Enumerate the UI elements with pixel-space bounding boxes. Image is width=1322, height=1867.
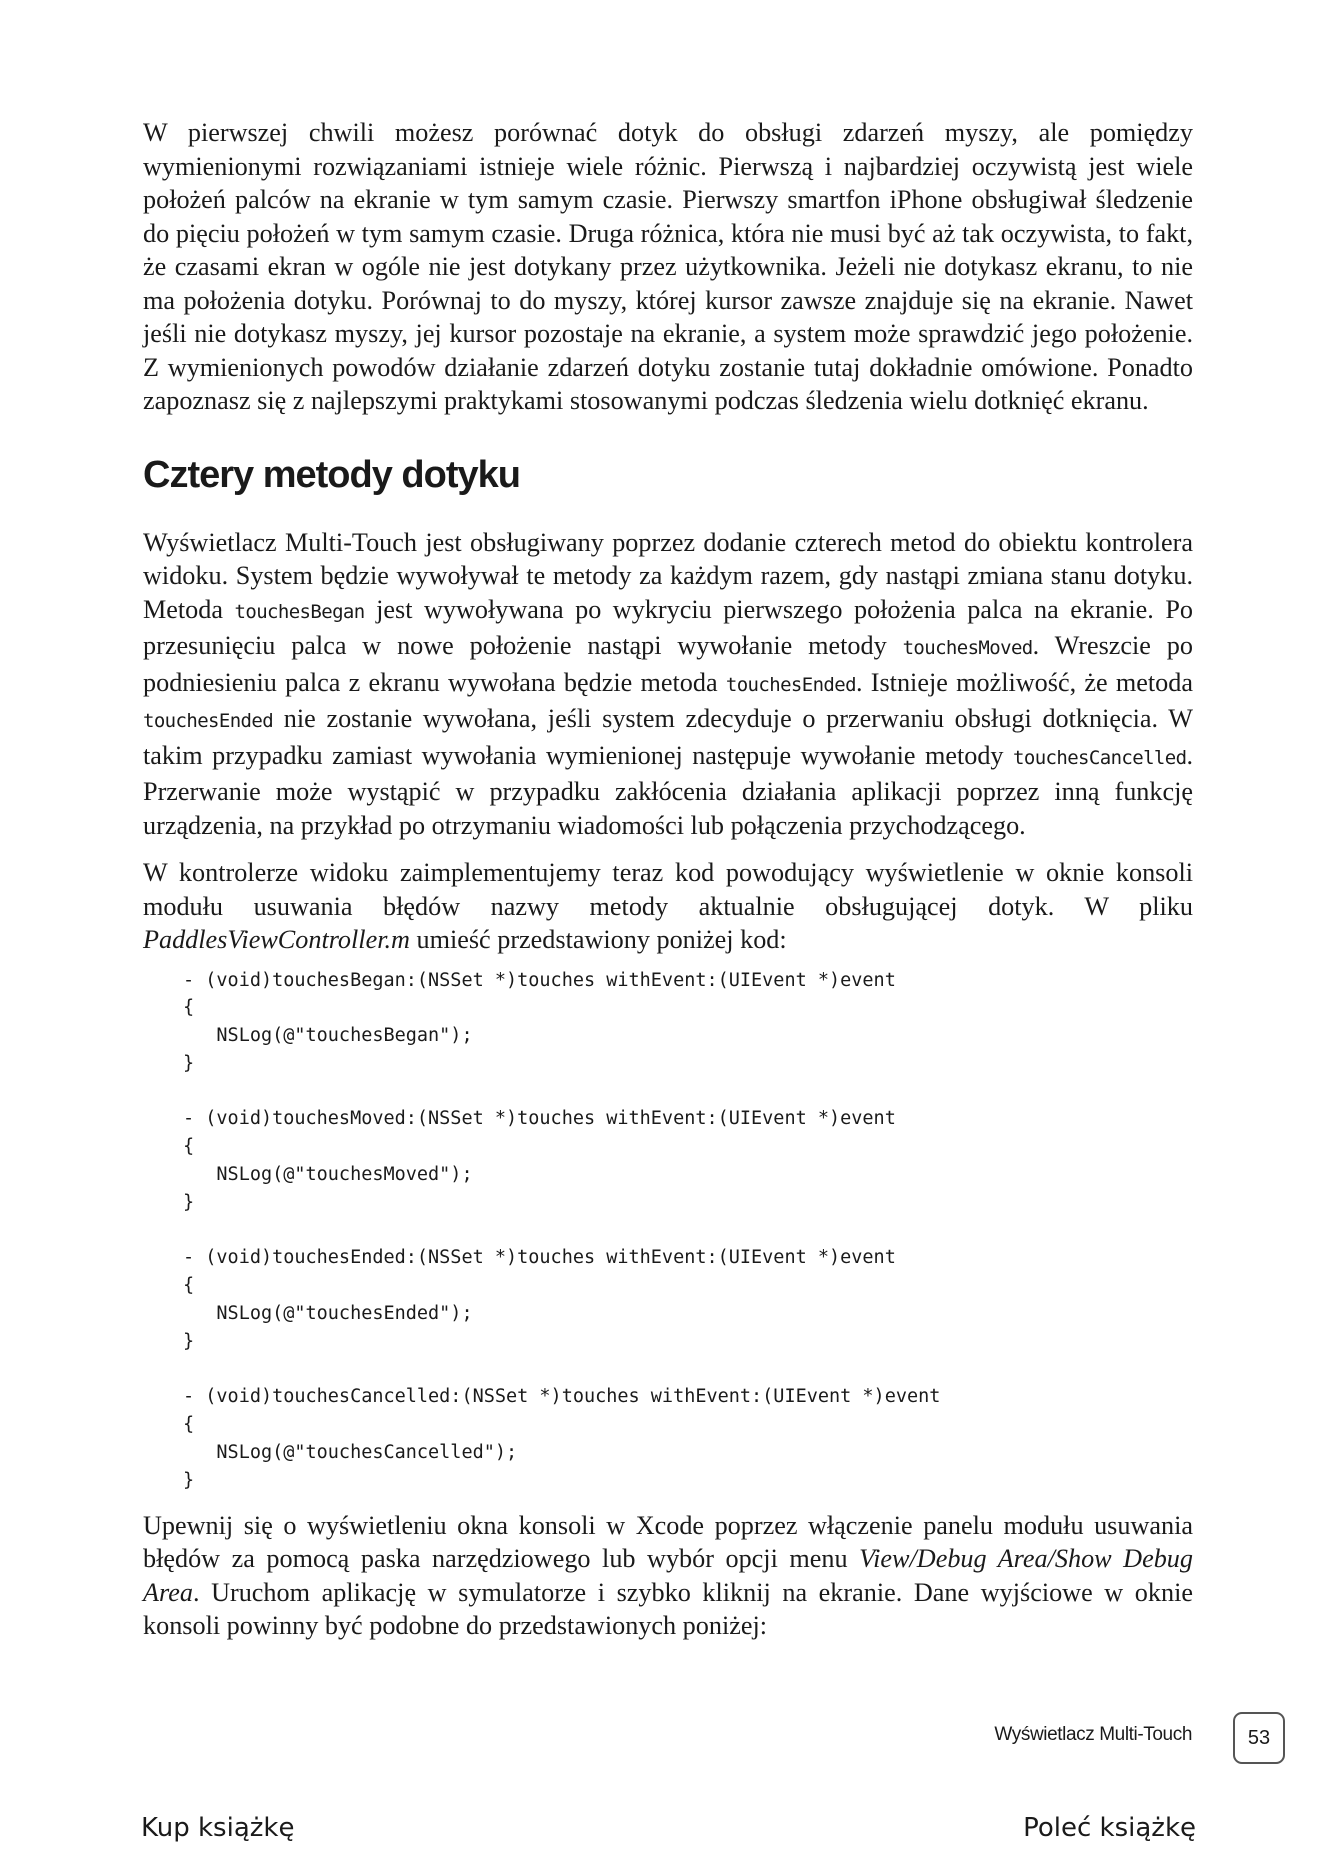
page-content xyxy=(143,116,1193,1643)
code-line: { xyxy=(183,1414,195,1436)
text-span: . Wreszcie po podniesieniu palca z ekranu wywołana będzie metoda xyxy=(143,631,1193,697)
inline-code: touchesEnded xyxy=(725,673,856,696)
text-span: . Przerwanie może wystąpić w przypadku zakłócenia działania aplikacji poprzez inną funkcję urządzenia, na przykład po otrzymaniu wiadomości lub połączenia przychodzącego. xyxy=(143,740,1193,840)
code-line xyxy=(183,1217,1193,1245)
text-span: nie zostanie wywołana, jeśli system zdecyduje o przerwaniu obsługi dotknięcia. W takim przypadku zamiast wywołania wymienionej następuje wywołanie metody xyxy=(143,704,1193,770)
text-span: jest wywoływana po wykryciu pierwszego położenia palca na ekranie. Po przesunięciu palca w nowe położenie nastąpi wywołanie metody xyxy=(143,594,1194,660)
inline-code: touchesEnded xyxy=(143,710,274,732)
inline-code: touchesMoved xyxy=(902,637,1033,659)
inline-code: touchesCancelled xyxy=(1013,746,1187,769)
code-line: } xyxy=(183,1469,195,1491)
code-line: NSLog(@"touchesBegan"); xyxy=(183,1025,473,1047)
code-line: - (void)touchesEnded:(NSSet *)touches withEvent:(UIEvent *)event xyxy=(183,1247,896,1269)
menu-path: View/Debug Area/Show Debug Area xyxy=(143,1544,1193,1607)
inline-code: touchesBegan xyxy=(234,600,365,623)
code-line xyxy=(183,1078,1193,1106)
console-paragraph xyxy=(143,1509,1193,1643)
file-name: PaddlesViewController.m xyxy=(143,925,410,954)
text-span: umieść przedstawiony poniżej kod: xyxy=(409,925,787,954)
code-line: { xyxy=(183,1275,195,1297)
code-line xyxy=(183,1356,1193,1384)
page-number: 53 xyxy=(1247,1726,1271,1749)
code-line: } xyxy=(183,1052,195,1074)
code-line: { xyxy=(183,997,195,1019)
text-span: . Uruchom aplikację w symulatorze i szybko kliknij na ekranie. Dane wyjściowe w oknie konsoli powinny być podobne do przedstawionych poniżej: xyxy=(143,1577,1193,1641)
text-span: . Istnieje możliwość, że metoda xyxy=(855,667,1193,697)
code-line: - (void)touchesMoved:(NSSet *)touches withEvent:(UIEvent *)event xyxy=(183,1108,896,1130)
text-span: Upewnij się o wyświetleniu okna konsoli w Xcode poprzez włączenie panelu modułu usuwania błędów za pomocą paska narzędziowego lub wybór opcji menu xyxy=(143,1510,1193,1574)
intro-paragraph: W pierwszej chwili możesz porównać dotyk do obsługi zdarzeń myszy, ale pomiędzy wymienionymi rozwiązaniami istnieje wiele różnic. Pierwszą i najbardziej oczywistą jest wiele położeń palców na ekranie w tym samym czasie. Pierwszy smartfon iPhone obsługiwał śledzenie do pięciu położeń w tym samym czasie. Druga różnica, która nie musi być aż tak oczywista, to fakt, że czasami ekran w ogóle nie jest dotykany przez użytkownika. Jeżeli nie dotykasz ekranu, to nie ma położenia dotyku. Porównaj to do myszy, której kursor zawsze znajduje się na ekranie. Nawet jeśli nie dotykasz myszy, jej kursor pozostaje na ekranie, a system może sprawdzić jego położenie. Z wymienionych powodów działanie zdarzeń dotyku zostanie tutaj dokładnie omówione. Ponadto zapoznasz się z najlepszymi praktykami stosowanymi podczas śledzenia wielu dotknięć ekranu. xyxy=(143,118,1193,415)
implementation-paragraph xyxy=(143,856,1193,957)
code-line: } xyxy=(183,1330,195,1352)
code-line: NSLog(@"touchesEnded"); xyxy=(183,1303,473,1325)
footer-chapter-title: Wyświetlacz Multi-Touch xyxy=(994,1724,1192,1745)
code-line: NSLog(@"touchesMoved"); xyxy=(183,1164,473,1186)
code-block xyxy=(183,967,1193,1495)
recommend-book-link[interactable]: Poleć książkę xyxy=(1023,1813,1196,1843)
code-line: - (void)touchesBegan:(NSSet *)touches withEvent:(UIEvent *)event xyxy=(183,969,896,991)
code-line: { xyxy=(183,1136,195,1158)
methods-paragraph xyxy=(143,526,1193,843)
page-number-badge xyxy=(1233,1712,1285,1764)
code-line: - (void)touchesCancelled:(NSSet *)touches withEvent:(UIEvent *)event xyxy=(183,1386,941,1408)
buy-book-link[interactable]: Kup książkę xyxy=(141,1813,295,1843)
text-span: W kontrolerze widoku zaimplementujemy teraz kod powodujący wyświetlenie w oknie konsoli modułu usuwania błędów nazwy metody aktualnie obsługującej dotyk. W pliku xyxy=(143,858,1193,921)
code-line: NSLog(@"touchesCancelled"); xyxy=(183,1442,518,1464)
text-span: Wyświetlacz Multi-Touch jest obsługiwany poprzez dodanie czterech metod do obiektu kontrolera widoku. System będzie wywoływał te metody za każdym razem, gdy nastąpi zmiana stanu dotyku. Metoda xyxy=(143,527,1193,624)
code-line: } xyxy=(183,1191,195,1213)
section-heading: Cztery metody dotyku xyxy=(143,453,520,496)
